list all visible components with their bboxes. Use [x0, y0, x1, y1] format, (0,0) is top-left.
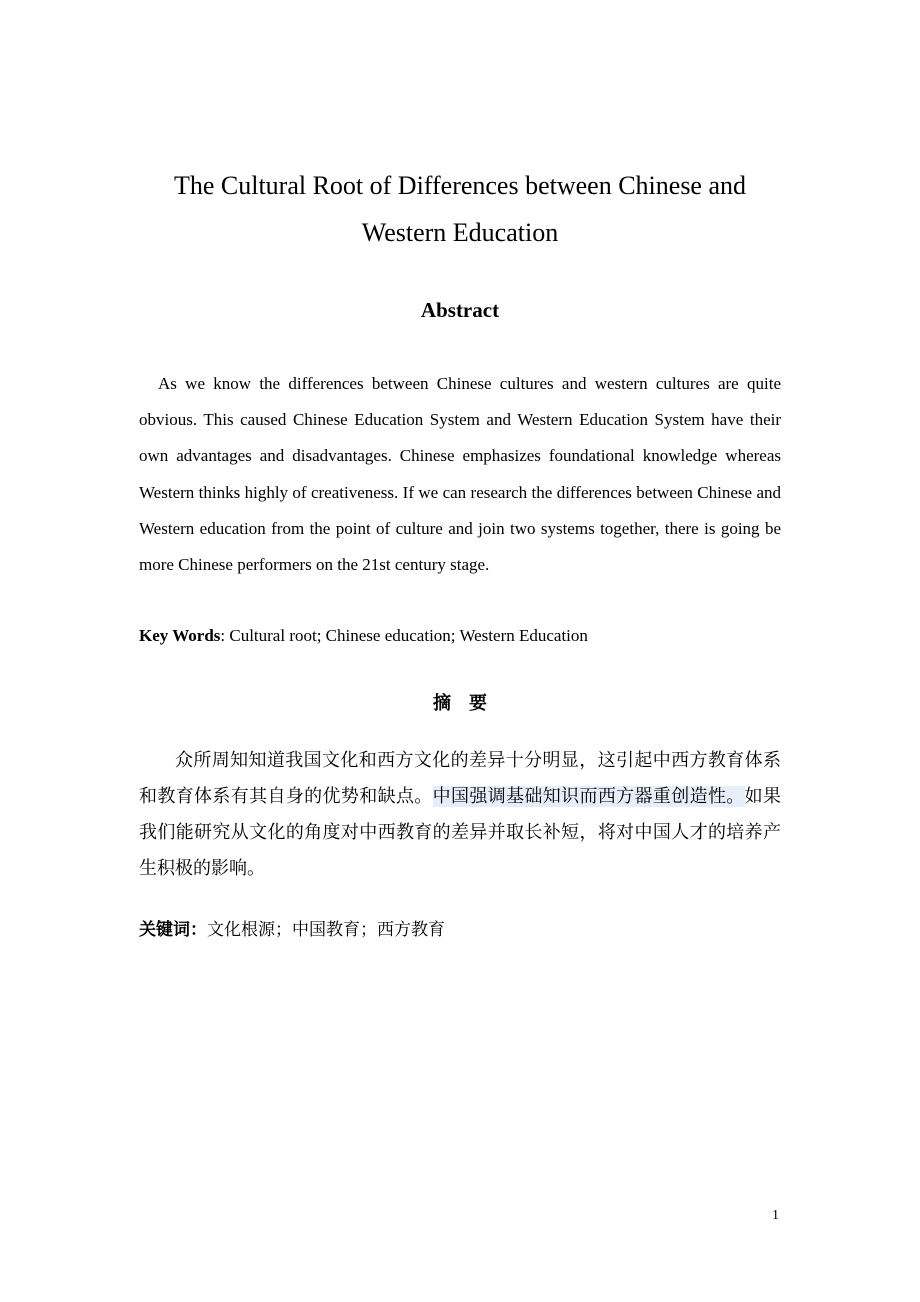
title-line-1: The Cultural Root of Differences between Chinese and: [173, 171, 747, 200]
keywords-value: : Cultural root; Chinese education; Western Education: [220, 626, 588, 645]
keywords-label: Key Words: [139, 626, 221, 645]
page-number: 1: [772, 1208, 779, 1223]
abstract-body: As we know the differences between Chinese cultures and western cultures are quite obvious. This caused Chinese Education System and Western Education System have their own advantages and disadvantages. Chinese emphasizes foundational knowledge whereas Western thinks highly of creativeness. If we can research the differences between Chinese and Western education from the point of culture and join two systems together, there is going be more Chinese performers on the 21st century stage.: [139, 374, 781, 575]
keywords-line: [139, 626, 588, 646]
chinese-abstract-heading: 摘要: [433, 693, 505, 713]
abstract-heading: Abstract: [420, 298, 500, 322]
chinese-body-part-2: 如果我们能研究从文化的角度对中西教育的差异并取长补短，将对中国人才的培养产生积极的影响。: [139, 786, 782, 879]
chinese-keywords-line: [139, 915, 445, 940]
chinese-body-part-1: 众所周知知道我国文化和西方文化的差异十分明显，这引起中西方教育体系和教育体系有其自身的优势和缺点。: [139, 750, 781, 807]
chinese-keywords-label: 关键词：: [139, 920, 207, 940]
document-title: [0, 162, 920, 256]
chinese-body-highlight: 中国强调基础知识而西方器重创造性。: [432, 786, 745, 807]
title-line-2: Western Education: [361, 218, 559, 247]
chinese-keywords-value: 文化根源；中国教育；西方教育: [207, 920, 445, 940]
chinese-abstract-body: [139, 743, 781, 887]
